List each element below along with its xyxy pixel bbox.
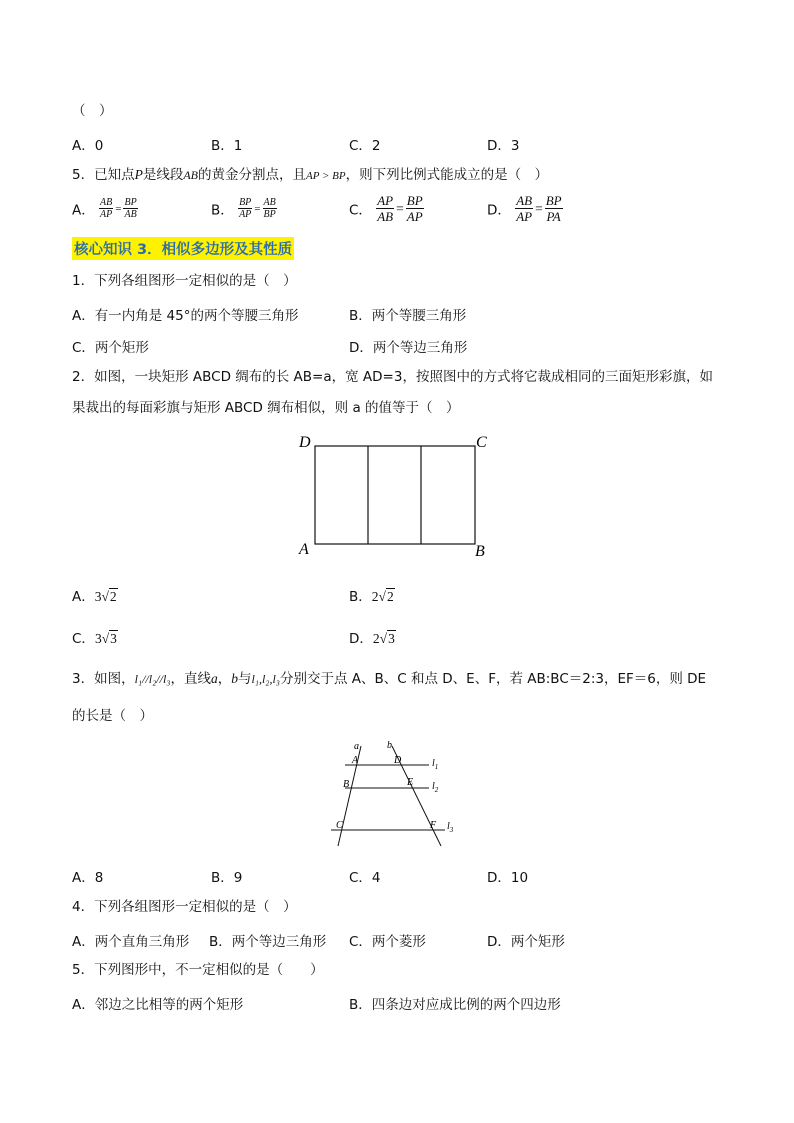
- option-d: D．3: [487, 138, 520, 154]
- label-d: D: [299, 434, 311, 451]
- q1-option-b: B．两个等腰三角形: [349, 308, 467, 324]
- question-3-line1: 3．如图，l₁//l₂//l₃，直线a，b与l₁,l₂,l₃分别交于点 A、B、C 和点 D、E、F，若 AB:BC＝2:3，EF＝6，则 DE: [72, 671, 707, 687]
- golden-option-b: B． $\frac{BP}{AP}$ = $\frac{AB}{BP}$: [211, 197, 276, 220]
- q5-option-a: A．邻边之比相等的两个矩形: [72, 997, 244, 1013]
- parallel-lines-figure: [325, 738, 465, 848]
- question-4-stem: 4．下列各组图形一定相似的是（ ）: [72, 899, 297, 915]
- q1-option-c: C．两个矩形: [72, 340, 149, 356]
- q1-option-a: A．有一内角是 45°的两个等腰三角形: [72, 308, 299, 324]
- label-line-a: a: [354, 741, 359, 752]
- label-point-b: B: [343, 779, 350, 790]
- q5-option-b: B．四条边对应成比例的两个四边形: [349, 997, 561, 1013]
- q2-option-d: D．2√3: [349, 631, 395, 647]
- question-5-stem: 5．下列图形中，不一定相似的是（ ）: [72, 962, 324, 978]
- q2-option-b: B．2√2: [349, 589, 394, 605]
- question-3-line2: 的长是（ ）: [72, 708, 153, 724]
- golden-option-c: C． $\frac{AP}{AB}$ = $\frac{BP}{AP}$: [349, 193, 423, 224]
- q3-option-b: B．9: [211, 870, 243, 886]
- question-2-line1: 2．如图，一块矩形 ABCD 绸布的长 AB=a，宽 AD=3，按照图中的方式将它裁成相同的三面矩形彩旗，如: [72, 369, 713, 385]
- section-heading: 核心知识 3．相似多边形及其性质: [72, 237, 294, 260]
- option-c: C．2: [349, 138, 381, 154]
- label-c: C: [476, 434, 487, 451]
- rectangle-abcd: [315, 446, 475, 544]
- option-b: B．1: [211, 138, 243, 154]
- label-point-d: D: [394, 755, 402, 766]
- q3-option-c: C．4: [349, 870, 381, 886]
- label-line-b: b: [387, 740, 392, 751]
- label-point-c: C: [336, 820, 343, 831]
- q1-option-d: D．两个等边三角形: [349, 340, 468, 356]
- label-point-a: A: [352, 755, 359, 766]
- q4-option-d: D．两个矩形: [487, 934, 565, 950]
- q4-option-b: B．两个等边三角形: [209, 934, 327, 950]
- golden-option-d: D． $\frac{AB}{AP}$ = $\frac{BP}{PA}$: [487, 193, 562, 224]
- q2-option-a: A．3√2: [72, 589, 117, 605]
- label-l2: $l_2$: [432, 781, 439, 794]
- question-1-stem: 1．下列各组图形一定相似的是（ ）: [72, 273, 297, 289]
- q4-option-a: A．两个直角三角形: [72, 934, 190, 950]
- question-2-line2: 果裁出的每面彩旗与矩形 ABCD 绸布相似，则 a 的值等于（ ）: [72, 400, 460, 416]
- label-point-e: E: [407, 777, 414, 788]
- option-a: A．0: [72, 138, 104, 154]
- question-5-golden-stem: 5．已知点P是线段AB的黄金分割点，且AP > BP，则下列比例式能成立的是（ ）: [72, 167, 549, 183]
- q2-option-c: C．3√3: [72, 631, 117, 647]
- question-paren: （ ）: [72, 103, 113, 119]
- label-b: B: [475, 543, 485, 560]
- golden-option-a: A． $\frac{AB}{AP}$ = $\frac{BP}{AB}$: [72, 197, 137, 220]
- label-point-f: F: [430, 820, 437, 831]
- q3-option-d: D．10: [487, 870, 529, 886]
- label-l1: $l_1$: [432, 758, 439, 771]
- label-a: A: [299, 541, 309, 558]
- label-l3: $l_3$: [447, 821, 454, 834]
- rectangle-figure: [295, 428, 495, 560]
- q3-option-a: A．8: [72, 870, 104, 886]
- q4-option-c: C．两个菱形: [349, 934, 426, 950]
